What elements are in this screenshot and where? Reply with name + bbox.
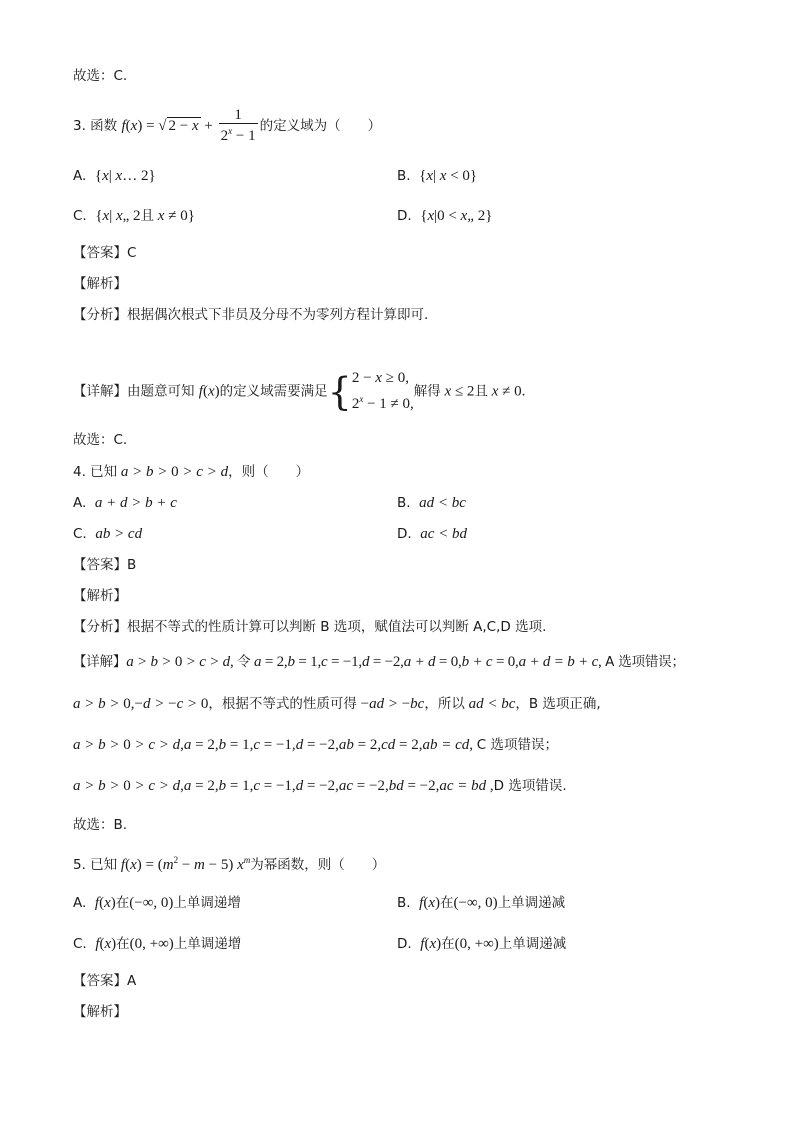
analysis-text-4: 【分析】根据不等式的性质计算可以判断 B 选项，赋值法可以判断 A,C,D 选项.: [73, 619, 547, 635]
detail-4-line-2: a > b > 0,−d > −c > 0，根据不等式的性质可得 −ad > −bc，所以 ad < bc，B 选项正确,: [73, 696, 601, 712]
question-3-stem: 3. 函数 f(x) = √ 2 − x + $\frac{1}{2^x - 1}$ 的定义域为（ ）: [73, 107, 382, 144]
option-3d: D. {x|0 < x„ 2}: [397, 208, 493, 224]
option-5c: C. f(x)在(0, +∞)上单调递增: [73, 936, 242, 952]
analysis-label: 【解析】: [73, 588, 127, 604]
analysis-text-3: 【分析】根据偶次根式下非员及分母不为零列方程计算即可.: [73, 307, 429, 323]
question-4-stem: 4. 已知 a > b > 0 > c > d，则（ ）: [73, 464, 310, 480]
option-5a: A. f(x)在(−∞, 0)上单调递增: [73, 895, 241, 911]
conclusion-line: 故选：C.: [73, 68, 128, 84]
conclusion-line: 故选：B.: [73, 817, 128, 833]
option-4c: C. ab > cd: [73, 526, 143, 542]
conclusion-line: 故选：C.: [73, 432, 128, 448]
option-5b: B. f(x)在(−∞, 0)上单调递减: [397, 895, 566, 911]
question-5-stem: 5. 已知 $f(x) = (m^2 - m - 5)$ $x^m$为幂函数，则（ ）: [73, 855, 386, 873]
option-5d: D. f(x)在(0, +∞)上单调递减: [397, 936, 567, 952]
analysis-label: 【解析】: [73, 276, 127, 292]
answer-label: 【答案】C: [73, 245, 137, 261]
option-4a: A. a + d > b + c: [73, 495, 177, 511]
detail-4-line-4: a > b > 0 > c > d,a = 2,b = 1,c = −1,d = −2,ac = −2,bd = −2,ac = bd ,D 选项错误.: [73, 778, 567, 794]
detail-4-line-1: 【详解】a > b > 0 > c > d, 令 a = 2,b = 1,c = −1,d = −2,a + d = 0,b + c = 0,a + d = b + c, A 选项错误；: [73, 654, 685, 670]
answer-label: 【答案】A: [73, 973, 137, 989]
option-4d: D. ac < bd: [397, 526, 468, 542]
option-3c: C. {x| x„ 2且 x ≠ 0}: [73, 208, 195, 224]
option-3b: B. {x| x < 0}: [397, 168, 478, 184]
analysis-label: 【解析】: [73, 1004, 127, 1020]
option-4b: B. ad < bc: [397, 495, 466, 511]
detail-4-line-3: a > b > 0 > c > d,a = 2,b = 1,c = −1,d = −2,ab = 2,cd = 2,ab = cd, C 选项错误；: [73, 737, 558, 753]
detail-3: 【详解】由题意可知 f(x)的定义域需要满足{ 2 − x ≥ 0, $2^x - 1 \ne 0$, 解得 x ≤ 2且 x ≠ 0.: [73, 369, 526, 414]
answer-label: 【答案】B: [73, 557, 137, 573]
option-3a: A. {x| x… 2}: [73, 168, 156, 184]
